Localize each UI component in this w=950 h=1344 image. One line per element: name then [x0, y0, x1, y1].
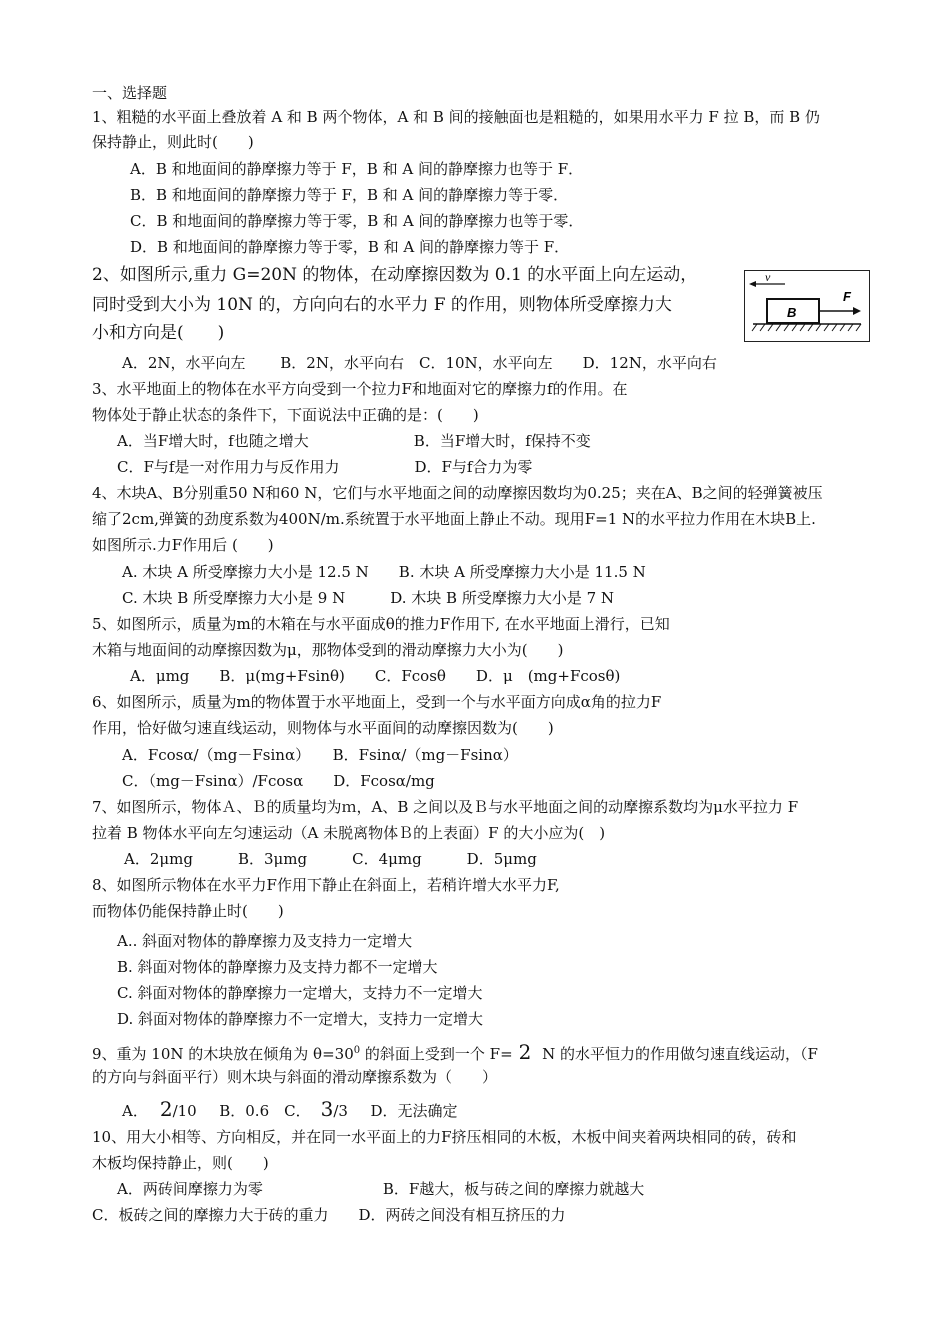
q9-stem-part2: 的斜面上受到一个 F= [360, 1045, 513, 1063]
q8-option-a: A.. 斜面对物体的静摩擦力及支持力一定增大 [117, 932, 413, 950]
q9-options [122, 1098, 458, 1122]
q9-stem-line2: 的方向与斜面平行）则木块与斜面的滑动摩擦系数为（ ） [92, 1068, 498, 1086]
q9-option-a-tail: /10 [172, 1102, 197, 1120]
velocity-label: v [765, 271, 771, 284]
q7-stem-line1: 7、如图所示，物体Ａ、Ｂ的质量均为ｍ，A、B 之间以及Ｂ与水平地面之间的动摩擦系数均为μ水平拉力 F [92, 798, 799, 816]
q3-stem-line2: 物体处于静止状态的条件下，下面说法中正确的是：( ) [92, 406, 479, 424]
q1-option-c: C．B 和地面间的静摩擦力等于零，B 和 A 间的静摩擦力也等于零． [130, 212, 584, 230]
q10-stem-line1: 10、用大小相等、方向相反，并在同一水平面上的力F挤压相同的木板，木板中间夹着两块相同的砖，砖和 [92, 1128, 797, 1146]
q9-option-a-label: A． [122, 1102, 148, 1120]
q9-option-c-radicand: 3 [320, 1097, 334, 1121]
q1-option-b: B．B 和地面间的静摩擦力等于 F，B 和 A 间的静摩擦力等于零． [130, 186, 569, 204]
q9-degree-superscript: 0 [353, 1045, 361, 1056]
q9-option-c-tail: /3 [333, 1102, 348, 1120]
q2-figure [744, 270, 870, 342]
q6-stem-line2: 作用，恰好做匀速直线运动，则物体与水平面间的动摩擦因数为( ) [92, 719, 554, 737]
q2-options: A．2N，水平向左 B．2N，水平向右 C．10N，水平向左 D．12N，水平向右 [122, 354, 717, 372]
q9-stem-line1 [92, 1040, 818, 1065]
q9-stem-part3: N 的水平恒力的作用做匀速直线运动，（F [537, 1045, 818, 1063]
q2-figure-diagram [745, 271, 869, 341]
q8-option-c: C. 斜面对物体的静摩擦力一定增大，支持力不一定增大 [117, 984, 483, 1002]
q9-option-c-label: C． [284, 1102, 311, 1120]
section-title: 一、选择题 [92, 84, 168, 102]
block-b-label: B [787, 305, 797, 320]
q1-option-a: A．B 和地面间的静摩擦力等于 F，B 和 A 间的静摩擦力也等于 F． [130, 160, 584, 178]
ground-hatch [752, 324, 861, 331]
force-arrowhead [853, 307, 861, 315]
q10-options-cd: C．板砖之间的摩擦力大于砖的重力 D．两砖之间没有相互挤压的力 [92, 1206, 566, 1224]
q1-stem-line2: 保持静止，则此时( ) [92, 133, 254, 151]
q3-options-ab: A．当F增大时，f也随之增大 B．当F增大时，f保持不变 [117, 432, 591, 450]
q6-stem-line1: 6、如图所示，质量为m的物体置于水平地面上，受到一个与水平面方向成α角的拉力F [92, 693, 662, 711]
q8-option-b: B. 斜面对物体的静摩擦力及支持力都不一定增大 [117, 958, 438, 976]
q9-option-d: D．无法确定 [370, 1102, 458, 1120]
q10-options-ab: A．两砖间摩擦力为零 B．F越大，板与砖之间的摩擦力就越大 [117, 1180, 645, 1198]
q7-stem-line2: 拉着 B 物体水平向左匀速运动（A 未脱离物体Ｂ的上表面）F 的大小应为( ) [92, 824, 606, 842]
q4-stem-line3: 如图所示.力F作用后 ( ) [92, 536, 274, 554]
q3-options-cd: C．F与f是一对作用力与反作用力 D．F与f合力为零 [117, 458, 533, 476]
q5-options: A．μmg B．μ(mg+Fsinθ) C．Fcosθ D．μ (mg+Fcosθ) [130, 667, 621, 685]
q9-option-b: B．0.6 [219, 1102, 270, 1120]
q4-stem-line1: 4、木块A、B分别重50 N和60 N，它们与水平地面之间的动摩擦因数均为0.25；夹在A、B之间的轻弹簧被压 [92, 484, 823, 502]
q9-stem-part1: 9、重为 10N 的木块放在倾角为 θ=30 [92, 1045, 354, 1063]
q6-options-ab: A．Fcosα/（mg－Fsinα） B．Fsinα/（mg－Fsinα） [122, 746, 518, 764]
q4-stem-line2: 缩了2cm,弹簧的劲度系数为400N/m.系统置于水平地面上静止不动。现用F=1 N的水平拉力作用在木块B上. [92, 510, 816, 528]
q8-stem-line1: 8、如图所示物体在水平力F作用下静止在斜面上，若稍许增大水平力F, [92, 876, 560, 894]
q10-stem-line2: 木板均保持静止，则( ) [92, 1154, 269, 1172]
q4-options-cd: C. 木块 B 所受摩擦力大小是 9 N D. 木块 B 所受摩擦力大小是 7 N [122, 589, 615, 607]
q2-stem-line3: 小和方向是( ) [92, 323, 225, 343]
force-label: F [843, 289, 851, 304]
q9-sqrt-radicand: 2 [518, 1040, 532, 1064]
q6-options-cd: C．（mg－Fsinα）/Fcosα D．Fcosα/mg [122, 772, 435, 790]
q5-stem-line2: 木箱与地面间的动摩擦因数为μ，那物体受到的滑动摩擦力大小为( ) [92, 641, 564, 659]
q7-options: A．2μmg B．3μmg C．4μmg D．5μmg [124, 850, 537, 868]
q3-stem-line1: 3、水平地面上的物体在水平方向受到一个拉力F和地面对它的摩擦力f的作用。在 [92, 380, 628, 398]
q2-stem-line2: 同时受到大小为 10N 的，方向向右的水平力 F 的作用，则物体所受摩擦力大 [92, 295, 672, 315]
q2-stem-line1: 2、如图所示,重力 G=20N 的物体，在动摩擦因数为 0.1 的水平面上向左运动， [92, 265, 698, 285]
q1-stem-line1: 1、粗糙的水平面上叠放着 A 和 B 两个物体，A 和 B 间的接触面也是粗糙的，如果用水平力 F 拉 B，而 B 仍 [92, 108, 820, 126]
q8-option-d: D. 斜面对物体的静摩擦力不一定增大，支持力一定增大 [117, 1010, 484, 1028]
q1-option-d: D．B 和地面间的静摩擦力等于零，B 和 A 间的静摩擦力等于 F． [130, 238, 570, 256]
q8-stem-line2: 而物体仍能保持静止时( ) [92, 902, 284, 920]
q9-option-a-radicand: 2 [159, 1097, 173, 1121]
q5-stem-line1: 5、如图所示，质量为m的木箱在与水平面成θ的推力F作用下, 在水平地面上滑行，已知 [92, 615, 670, 633]
velocity-arrowhead [749, 281, 756, 287]
q4-options-ab: A. 木块 A 所受摩擦力大小是 12.5 N B. 木块 A 所受摩擦力大小是 11.5 N [122, 563, 646, 581]
